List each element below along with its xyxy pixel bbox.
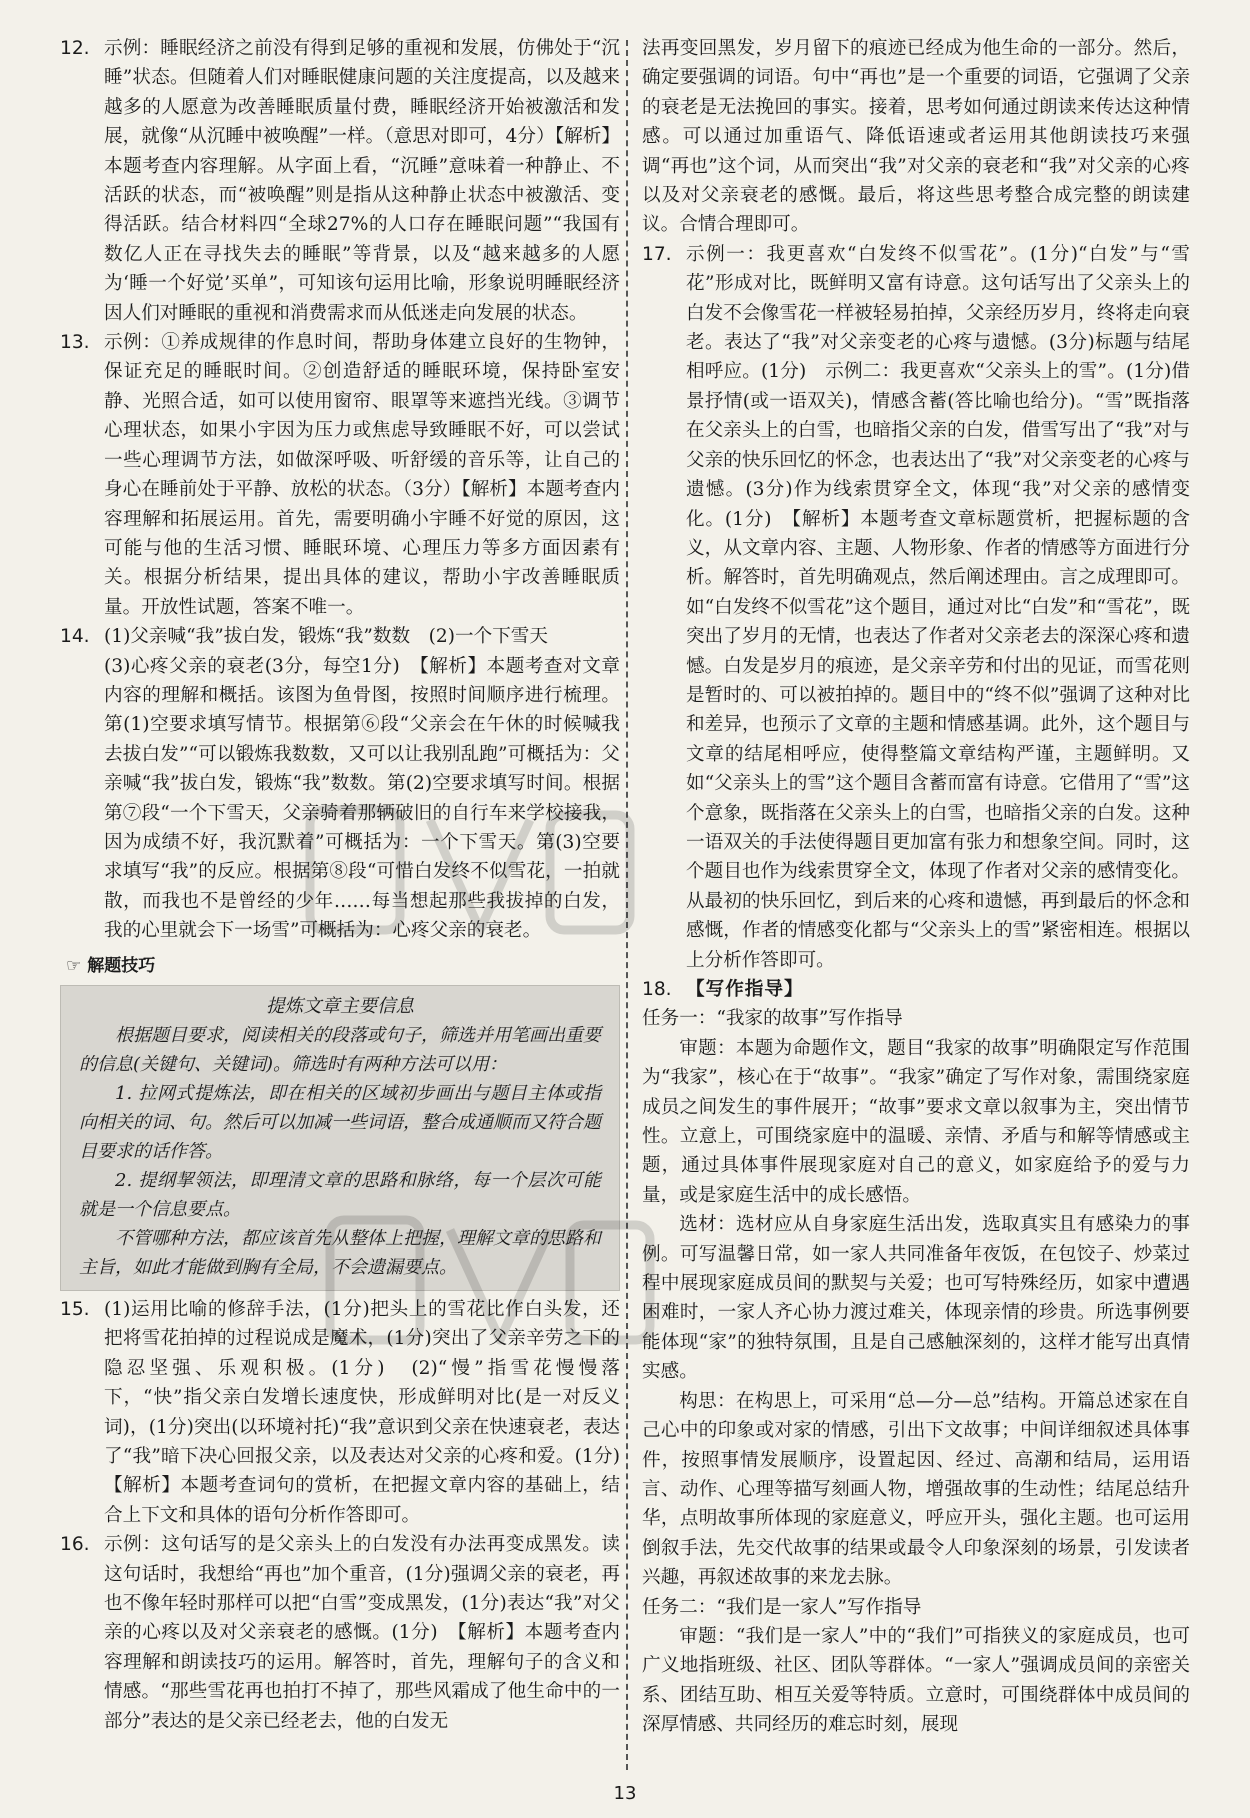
answer-number: 14. — [60, 626, 90, 648]
answer-12 — [60, 34, 620, 328]
answer-text: (1)运用比喻的修辞手法，(1分)把头上的雪花比作白头发，还把将雪花拍掉的过程说成是魔术，(1分)突出了父亲辛劳之下的隐忍坚强、乐观积极。(1分) (2)“慢”指雪花慢慢落下，“快”指父亲白发增长速度快，形成鲜明对比(是一对反义词)，(1分)突出(以环境衬托)“我”意识到父亲在快速衰老，表达了“我”暗下决心回报父亲，以及表达对父亲的心疼和爱。(1分) 【解析】本题考查词句的赏析，在把握文章内容的基础上，结合上下文和具体的语句分析作答即可。 — [104, 1299, 639, 1526]
tips-label: 解题技巧 — [87, 955, 156, 976]
answer-16-continued: 法再变回黑发，岁月留下的痕迹已经成为他生命的一部分。然后，确定要强调的词语。句中“再也”是一个重要的词语，它强调了父亲的衰老是无法挽回的事实。接着，思考如何通过朗读来传达这种情感。可以通过加重语气、降低语速或者运用其他朗读技巧来强调“再也”这个词，从而突出“我”对父亲的衰老和“我”对父亲的心疼以及对父亲衰老的感慨。最后，将这些思考整合成完整的朗读建议。合情合理即可。 — [642, 38, 1190, 236]
left-column — [60, 34, 639, 1736]
task2-title: 任务二：“我们是一家人”写作指导 — [642, 1596, 922, 1618]
page-number: 13 — [613, 1783, 637, 1804]
task1-gousi: 构思：在构思上，可采用“总—分—总”结构。开篇总述家在自己心中的印象或对家的情感，引出下文故事；中间详细叙述具体事件，按照事情发展顺序，设置起因、经过、高潮和结局，运用语言、动作、心理等描写刻画人物，增强故事的生动性；结尾总结升华，点明故事所体现的家庭意义，呼应开头，强化主题。也可运用倒叙手法，先交代故事的结果或最令人印象深刻的场景，引发读者兴趣，再叙述故事的来龙去脉。 — [642, 1390, 1190, 1589]
task1-xuancai: 选材：选材应从自身家庭生活出发，选取真实且有感染力的事例。可写温馨日常，如一家人共同准备年夜饭，在包饺子、炒菜过程中展现家庭成员间的默契与关爱；也可写特殊经历，如家中遭遇困难时，一家人齐心协力渡过难关，体现亲情的珍贵。所选事例要能体现“家”的独特氛围，且是自己感触深刻的，这样才能写出真情实感。 — [642, 1214, 1190, 1383]
answer-text: 示例：这句话写的是父亲头上的白发没有办法再变成黑发。读这句话时，我想给“再也”加个重音，(1分)强调父亲的衰老，再也不像年轻时那样可以把“白雪”变成黑发，(1分)表达“我”对父亲的心疼以及对父亲衰老的感慨。(1分) 【解析】本题考查内容理解和朗读技巧的运用。解答时，首先，理解句子的含义和情感。“那些雪花再也拍打不掉了，那些风霜成了他生命中的一部分”表达的是父亲已经老去，他的白发无 — [104, 1534, 620, 1732]
answer-number: 17. — [642, 243, 672, 265]
tips-box — [60, 985, 620, 1291]
answer-17 — [642, 240, 1190, 975]
task1-title: 任务一：“我家的故事”写作指导 — [642, 1008, 903, 1030]
answer-14 — [60, 622, 620, 945]
column-divider — [626, 40, 628, 1770]
answer-number: 15. — [60, 1299, 90, 1320]
task1-shenti: 审题：本题为命题作文，题目“我家的故事”明确限定写作范围为“我家”，核心在于“故事”。“我家”确定了写作对象，需围绕家庭成员之间发生的事件展开；“故事”要求文章以叙事为主，突出情节性。立意上，可围绕家庭中的温暖、亲情、矛盾与和解等情感或主题，通过具体事件展现家庭对自己的意义，如家庭给予的爱与力量，或是家庭生活中的成长感悟。 — [642, 1037, 1190, 1206]
answer-text: 示例一：我更喜欢“白发终不似雪花”。(1分)“白发”与“雪花”形成对比，既鲜明又富有诗意。这句话写出了父亲头上的白发不会像雪花一样被轻易拍掉，父亲经历岁月，终将走向衰老。表达了“我”对父亲变老的心疼与遗憾。(3分)标题与结尾相呼应。(1分) 示例二：我更喜欢“父亲头上的雪”。(1分)借景抒情(或一语双关)，情感含蓄(答比喻也给分)。“雪”既指落在父亲头上的白雪，也暗指父亲的白发，借雪写出了“我”对与父亲的快乐回忆的怀念，也表达出了“我”对父亲变老的心疼与遗憾。(3分)作为线索贯穿全文，体现“我”对父亲的感情变化。(1分) 【解析】本题考查文章标题赏析，把握标题的含义，从文章内容、主题、人物形象、作者的情感等方面进行分析。解答时，首先明确观点，然后阐述理由。言之成理即可。如“白发终不似雪花”这个题目，通过对比“白发”和“雪花”，既突出了岁月的无情，也表达了作者对父亲老去的深深心疼和遗憾。白发是岁月的痕迹，是父亲辛劳和付出的见证，而雪花则是暂时的、可以被拍掉的。题目中的“终不似”强调了这种对比和差异，也预示了文章的主题和情感基调。此外，这个题目与文章的结尾相呼应，使得整篇文章结构严谨，主题鲜明。又如“父亲头上的雪”这个题目含蓄而富有诗意。它借用了“雪”这个意象，既指落在父亲头上的白雪，也暗指父亲的白发。这种一语双关的手法使得题目更加富有张力和想象空间。同时，这个题目也作为线索贯穿全文，体现了作者对父亲的感情变化。从最初的快乐回忆，到后来的心疼和遗憾，再到最后的怀念和感慨，作者的情感变化都与“父亲头上的雪”紧密相连。根据以上分析作答即可。 — [686, 243, 1190, 971]
answer-number: 16. — [60, 1534, 90, 1556]
answer-line: (1)父亲喊“我”拔白发，锻炼“我”数数 (2)一个下雪天 — [104, 626, 548, 648]
tips-paragraph: 不管哪种方法，都应该首先从整体上把握，理解文章的思路和主旨，如此才能做到胸有全局，不会遗漏要点。 — [79, 1228, 601, 1278]
answer-number: 13. — [60, 332, 90, 354]
answer-text: (3)心疼父亲的衰老(3分，每空1分) 【解析】本题考查对文章内容的理解和概括。该图为鱼骨图，按照时间顺序进行梳理。第(1)空要求填写情节。根据第⑥段“父亲会在午休的时候喊我去拔白发”“可以锻炼我数数，又可以让我别乱跑”可概括为：父亲喊“我”拔白发，锻炼“我”数数。第(2)空要求填写时间。根据第⑦段“一个下雪天，父亲骑着那辆破旧的自行车来学校接我，因为成绩不好，我沉默着”可概括为：一个下雪天。第(3)空要求填写“我”的反应。根据第⑧段“可惜白发终不似雪花，一拍就散，而我也不是曾经的少年……每当想起那些我拔掉的白发，我的心里就会下一场雪”可概括为：心疼父亲的衰老。 — [104, 655, 620, 942]
answer-number: 12. — [60, 38, 90, 59]
answer-15 — [60, 1295, 639, 1530]
task2-shenti: 审题：“我们是一家人”中的“我们”可指狭义的家庭成员，也可广义地指班级、社区、团队等群体。“一家人”强调成员间的亲密关系、团结互助、相互关爱等特质。立意时，可围绕群体中成员间的深厚情感、共同经历的难忘时刻，展现 — [642, 1625, 1190, 1736]
tips-paragraph: 1. 拉网式提炼法，即在相关的区域初步画出与题目主体或指向相关的词、句。然后可以加减一些词语，整合成通顺而又符合题目要求的话作答。 — [79, 1083, 601, 1162]
tips-header — [66, 952, 620, 981]
answer-text: 示例：①养成规律的作息时间，帮助身体建立良好的生物钟，保证充足的睡眠时间。②创造舒适的睡眠环境，保持卧室安静、光照合适，如可以使用窗帘、眼罩等来遮挡光线。③调节心理状态，如果小宇因为压力或焦虑导致睡眠不好，可以尝试一些心理调节方法，如做深呼吸、听舒缓的音乐等，让自己的身心在睡前处于平静、放松的状态。（3分）【解析】本题考查内容理解和拓展运用。首先，需要明确小宇睡不好觉的原因，这可能与他的生活习惯、睡眠环境、心理压力等多方面因素有关。根据分析结果，提出具体的建议，帮助小宇改善睡眠质量。开放性试题，答案不唯一。 — [104, 332, 620, 618]
pointing-hand-icon: ☞ — [66, 955, 82, 976]
tips-title: 提炼文章主要信息 — [265, 996, 414, 1017]
tips-paragraph: 2. 提纲挈领法，即理清文章的思路和脉络，每一个层次可能就是一个信息要点。 — [79, 1170, 601, 1220]
writing-guide-heading: 【写作指导】 — [686, 979, 804, 1000]
answer-text: 示例：睡眠经济之前没有得到足够的重视和发展，仿佛处于“沉睡”状态。但随着人们对睡眠健康问题的关注度提高，以及越来越多的人愿意为改善睡眠质量付费，睡眠经济开始被激活和发展，就像“从沉睡中被唤醒”一样。（意思对即可，4分）【解析】本题考查内容理解。从字面上看，“沉睡”意味着一种静止、不活跃的状态，而“被唤醒”则是指从这种静止状态中被激活、变得活跃。结合材料四“全球27%的人口存在睡眠问题”“我国有数亿人正在寻找失去的睡眠”等背景，以及“越来越多的人愿为‘睡一个好觉’买单”，可知该句运用比喻，形象说明睡眠经济因人们对睡眠的重视和消费需求而从低迷走向发展的状态。 — [104, 38, 620, 324]
tips-paragraph: 根据题目要求，阅读相关的段落或句子，筛选并用笔画出重要的信息(关键句、关键词)。筛选时有两种方法可以用： — [79, 1025, 601, 1075]
right-column — [642, 34, 1190, 1740]
answer-18 — [642, 975, 1190, 1004]
answer-13 — [60, 328, 620, 622]
answer-16 — [60, 1530, 620, 1736]
answer-number: 18. — [642, 979, 672, 1000]
